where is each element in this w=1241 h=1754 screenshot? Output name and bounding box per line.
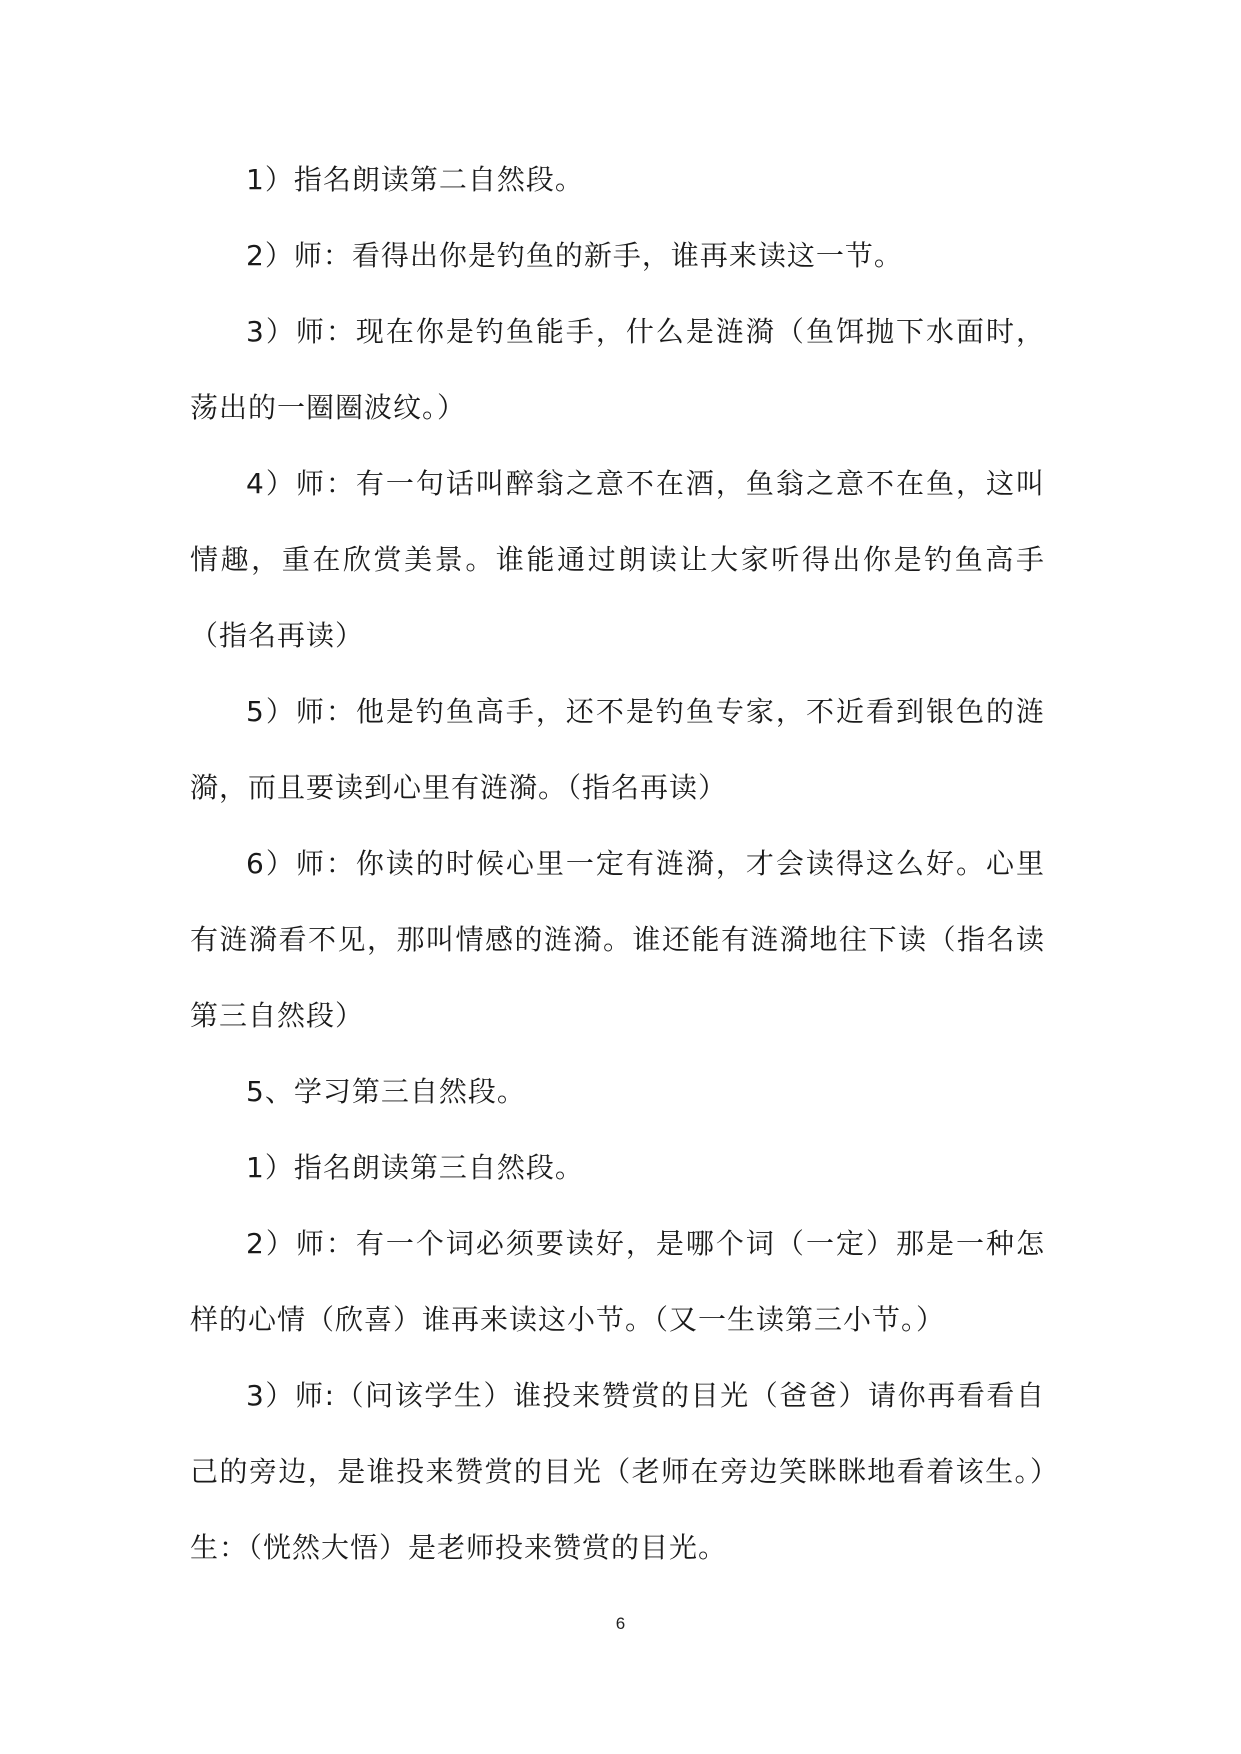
paragraph: 3）师：现在你是钓鱼能手，什么是涟漪（鱼饵抛下水面时，荡出的一圈圈波纹。） [190,315,1045,424]
paragraph: 3）师:（问该学生）谁投来赞赏的目光（爸爸）请你再看看自己的旁边，是谁投来赞赏的目光（老师在旁边笑眯眯地看着该生。）生：（恍然大悟）是老师投来赞赏的目光。 [190,1379,1045,1564]
paragraph: 1）指名朗读第三自然段。 [246,1151,584,1184]
paragraph: 4）师：有一句话叫醉翁之意不在酒，鱼翁之意不在鱼，这叫情趣，重在欣赏美景。谁能通过朗读让大家听得出你是钓鱼高手（指名再读） [190,467,1045,652]
paragraph: 6）师：你读的时候心里一定有涟漪，才会读得这么好。心里有涟漪看不见，那叫情感的涟漪。谁还能有涟漪地往下读（指名读第三自然段） [190,847,1045,1032]
paragraph: 5）师：他是钓鱼高手，还不是钓鱼专家，不近看到银色的涟漪，而且要读到心里有涟漪。（指名再读） [190,695,1045,804]
page-number: 6 [615,1614,626,1633]
section-heading: 5、学习第三自然段。 [246,1075,526,1108]
paragraph: 2）师：有一个词必须要读好，是哪个词（一定）那是一种怎样的心情（欣喜）谁再来读这小节。（又一生读第三小节。） [190,1227,1045,1336]
paragraph: 1）指名朗读第二自然段。 [246,163,584,196]
document-body [190,142,1045,1586]
paragraph: 2）师：看得出你是钓鱼的新手，谁再来读这一节。 [246,239,903,272]
